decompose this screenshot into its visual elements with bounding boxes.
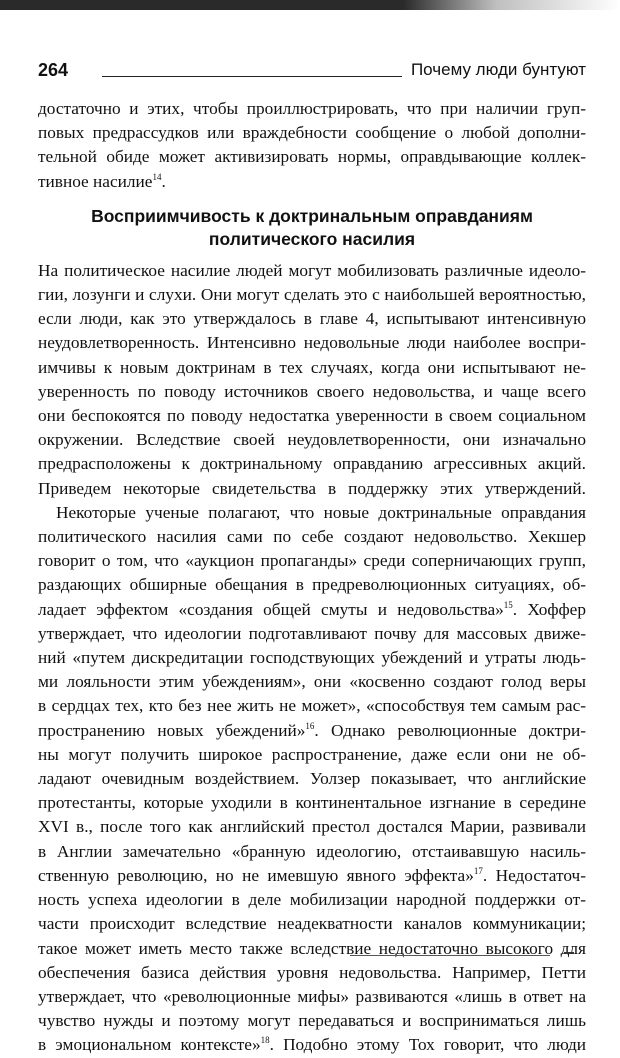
text-line: тивное насилие$^{14}$. <box>38 171 166 191</box>
text-line <box>38 719 586 743</box>
text-line: утверждает, что «революционные мифы» развиваются «лишь в ответ на <box>38 986 586 1006</box>
text-line: раздающих обширные обещания в предреволюционных ситуациях, об- <box>38 575 586 595</box>
text-fragment: . Хоффер <box>512 599 586 619</box>
text-line: если люди, как это утверждалось в главе 4, испытывают интенсивную <box>38 309 586 329</box>
text-line: обеспечения базиса действия уровня недовольства. Например, Петти <box>38 962 586 982</box>
text-line: в сердцах тех, кто без нее жить не может», «способствуя тем самым рас- <box>38 696 586 716</box>
text-line <box>38 1033 586 1057</box>
text-line: неудовлетворенность. Интенсивно недовольные люди наиболее воспри- <box>38 333 586 353</box>
footnote-ref: 17 <box>473 866 483 877</box>
text-line: ность успеха идеологии в деле мобилизации народной поддержки от- <box>38 890 586 910</box>
text-line <box>38 864 586 888</box>
text-line: части происходит вследствие неадекватности каналов коммуникации; <box>38 914 586 934</box>
heading-line: Восприимчивость к доктринальным оправданиям <box>91 205 533 226</box>
page-number: 264 <box>38 60 69 80</box>
text-fragment: . Подобно этому Тох говорит, что люди <box>269 1035 586 1055</box>
page-body <box>38 97 586 1058</box>
text-fragment: пространению новых убеждений» <box>38 720 306 740</box>
text-line: утверждает, что идеологии подготавливают почву для массовых движе- <box>38 623 586 643</box>
text-line: Некоторые ученые полагают, что новые доктринальные оправдания <box>56 502 586 522</box>
text-line: в Англии замечательно «бранную идеологию, отстаивавшую насиль- <box>38 841 586 861</box>
text-line: они беспокоятся по поводу недостатка уверенности в своем социальном <box>38 406 586 426</box>
text-line: протестанты, которые уходили в континентальное изгнание в середине <box>38 793 586 813</box>
header-rule <box>102 76 402 77</box>
text-line: повых предрассудков или враждебности сообщение о любой дополни- <box>38 123 586 143</box>
text-line: окружении. Вследствие своей неудовлетворенности, они изначально <box>38 430 586 450</box>
text-line: На политическое насилие людей могут мобилизовать различные идеоло- <box>38 260 586 280</box>
text-line: предрасположены к доктринальному оправданию агрессивных акций. <box>38 454 586 474</box>
section-heading <box>38 205 586 251</box>
text-line: XVI в., после того как английский престол достался Марии, развивали <box>38 817 586 837</box>
scan-line <box>350 955 550 956</box>
text-line: такое может иметь место также вследствие недостаточно высокого для <box>38 938 586 958</box>
footnote-ref: 14 <box>152 171 162 182</box>
text-line: ладают очевидным воздействием. Уолзер показывает, что английские <box>38 769 586 789</box>
text-line: гии, лозунги и слухи. Они могут сделать это с наибольшей вероятностью, <box>38 285 586 305</box>
text-fragment: . Однако революционные доктри- <box>314 720 587 740</box>
continuation-paragraph <box>38 97 586 194</box>
text-line: говорит о том, что «аукцион пропаганды» среди соперничающих групп, <box>38 551 586 571</box>
text-line: политического насилия сами по себе создают недовольство. Хекшер <box>38 527 586 547</box>
text-line <box>38 598 586 622</box>
text-fragment: в эмоциональном контексте» <box>38 1035 261 1055</box>
text-fragment: ладает эффектом «создания общей смуты и недовольства» <box>38 599 504 619</box>
text-line: имчивы к новым доктринам в тех случаях, когда они испытывают не- <box>38 357 586 377</box>
paragraph-2 <box>38 501 586 1058</box>
running-title: Почему люди бунтуют <box>410 60 586 79</box>
text-fragment: ственную революцию, но не имевшую явного эффекта» <box>38 865 474 885</box>
text-line: Приведем некоторые свидетельства в поддержку этих утверждений. <box>38 478 586 498</box>
scan-line <box>564 952 574 954</box>
footnote-ref: 15 <box>503 599 513 610</box>
paragraph-1 <box>38 259 586 501</box>
text-line: тельной обиде может активизировать нормы, оправдывающие коллек- <box>38 147 586 167</box>
text-line: чувство нужды и поэтому могут передаваться и восприниматься лишь <box>38 1011 586 1031</box>
text-line: уверенность по поводу источников своего недовольства, и чаще всего <box>38 381 586 401</box>
text-line: ны могут получить широкое распространение, даже если они не об- <box>38 744 586 764</box>
top-edge-shadow <box>0 0 620 10</box>
text-fragment: . Недостаточ- <box>482 865 586 885</box>
footnote-ref: 18 <box>260 1035 270 1046</box>
heading-line: политического насилия <box>208 228 416 249</box>
page-header <box>38 58 586 84</box>
bottom-scan-marks <box>350 952 590 960</box>
text-line: ний «путем дискредитации господствующих убеждений и утраты людь- <box>38 648 586 668</box>
text-line: достаточно и этих, чтобы проиллюстрировать, что при наличии груп- <box>38 99 586 118</box>
text-fragment: тивное насилие <box>38 171 153 191</box>
text-line: ми лояльности этим убеждениям», они «косвенно создают голод веры <box>38 672 586 692</box>
footnote-ref: 16 <box>305 720 315 731</box>
